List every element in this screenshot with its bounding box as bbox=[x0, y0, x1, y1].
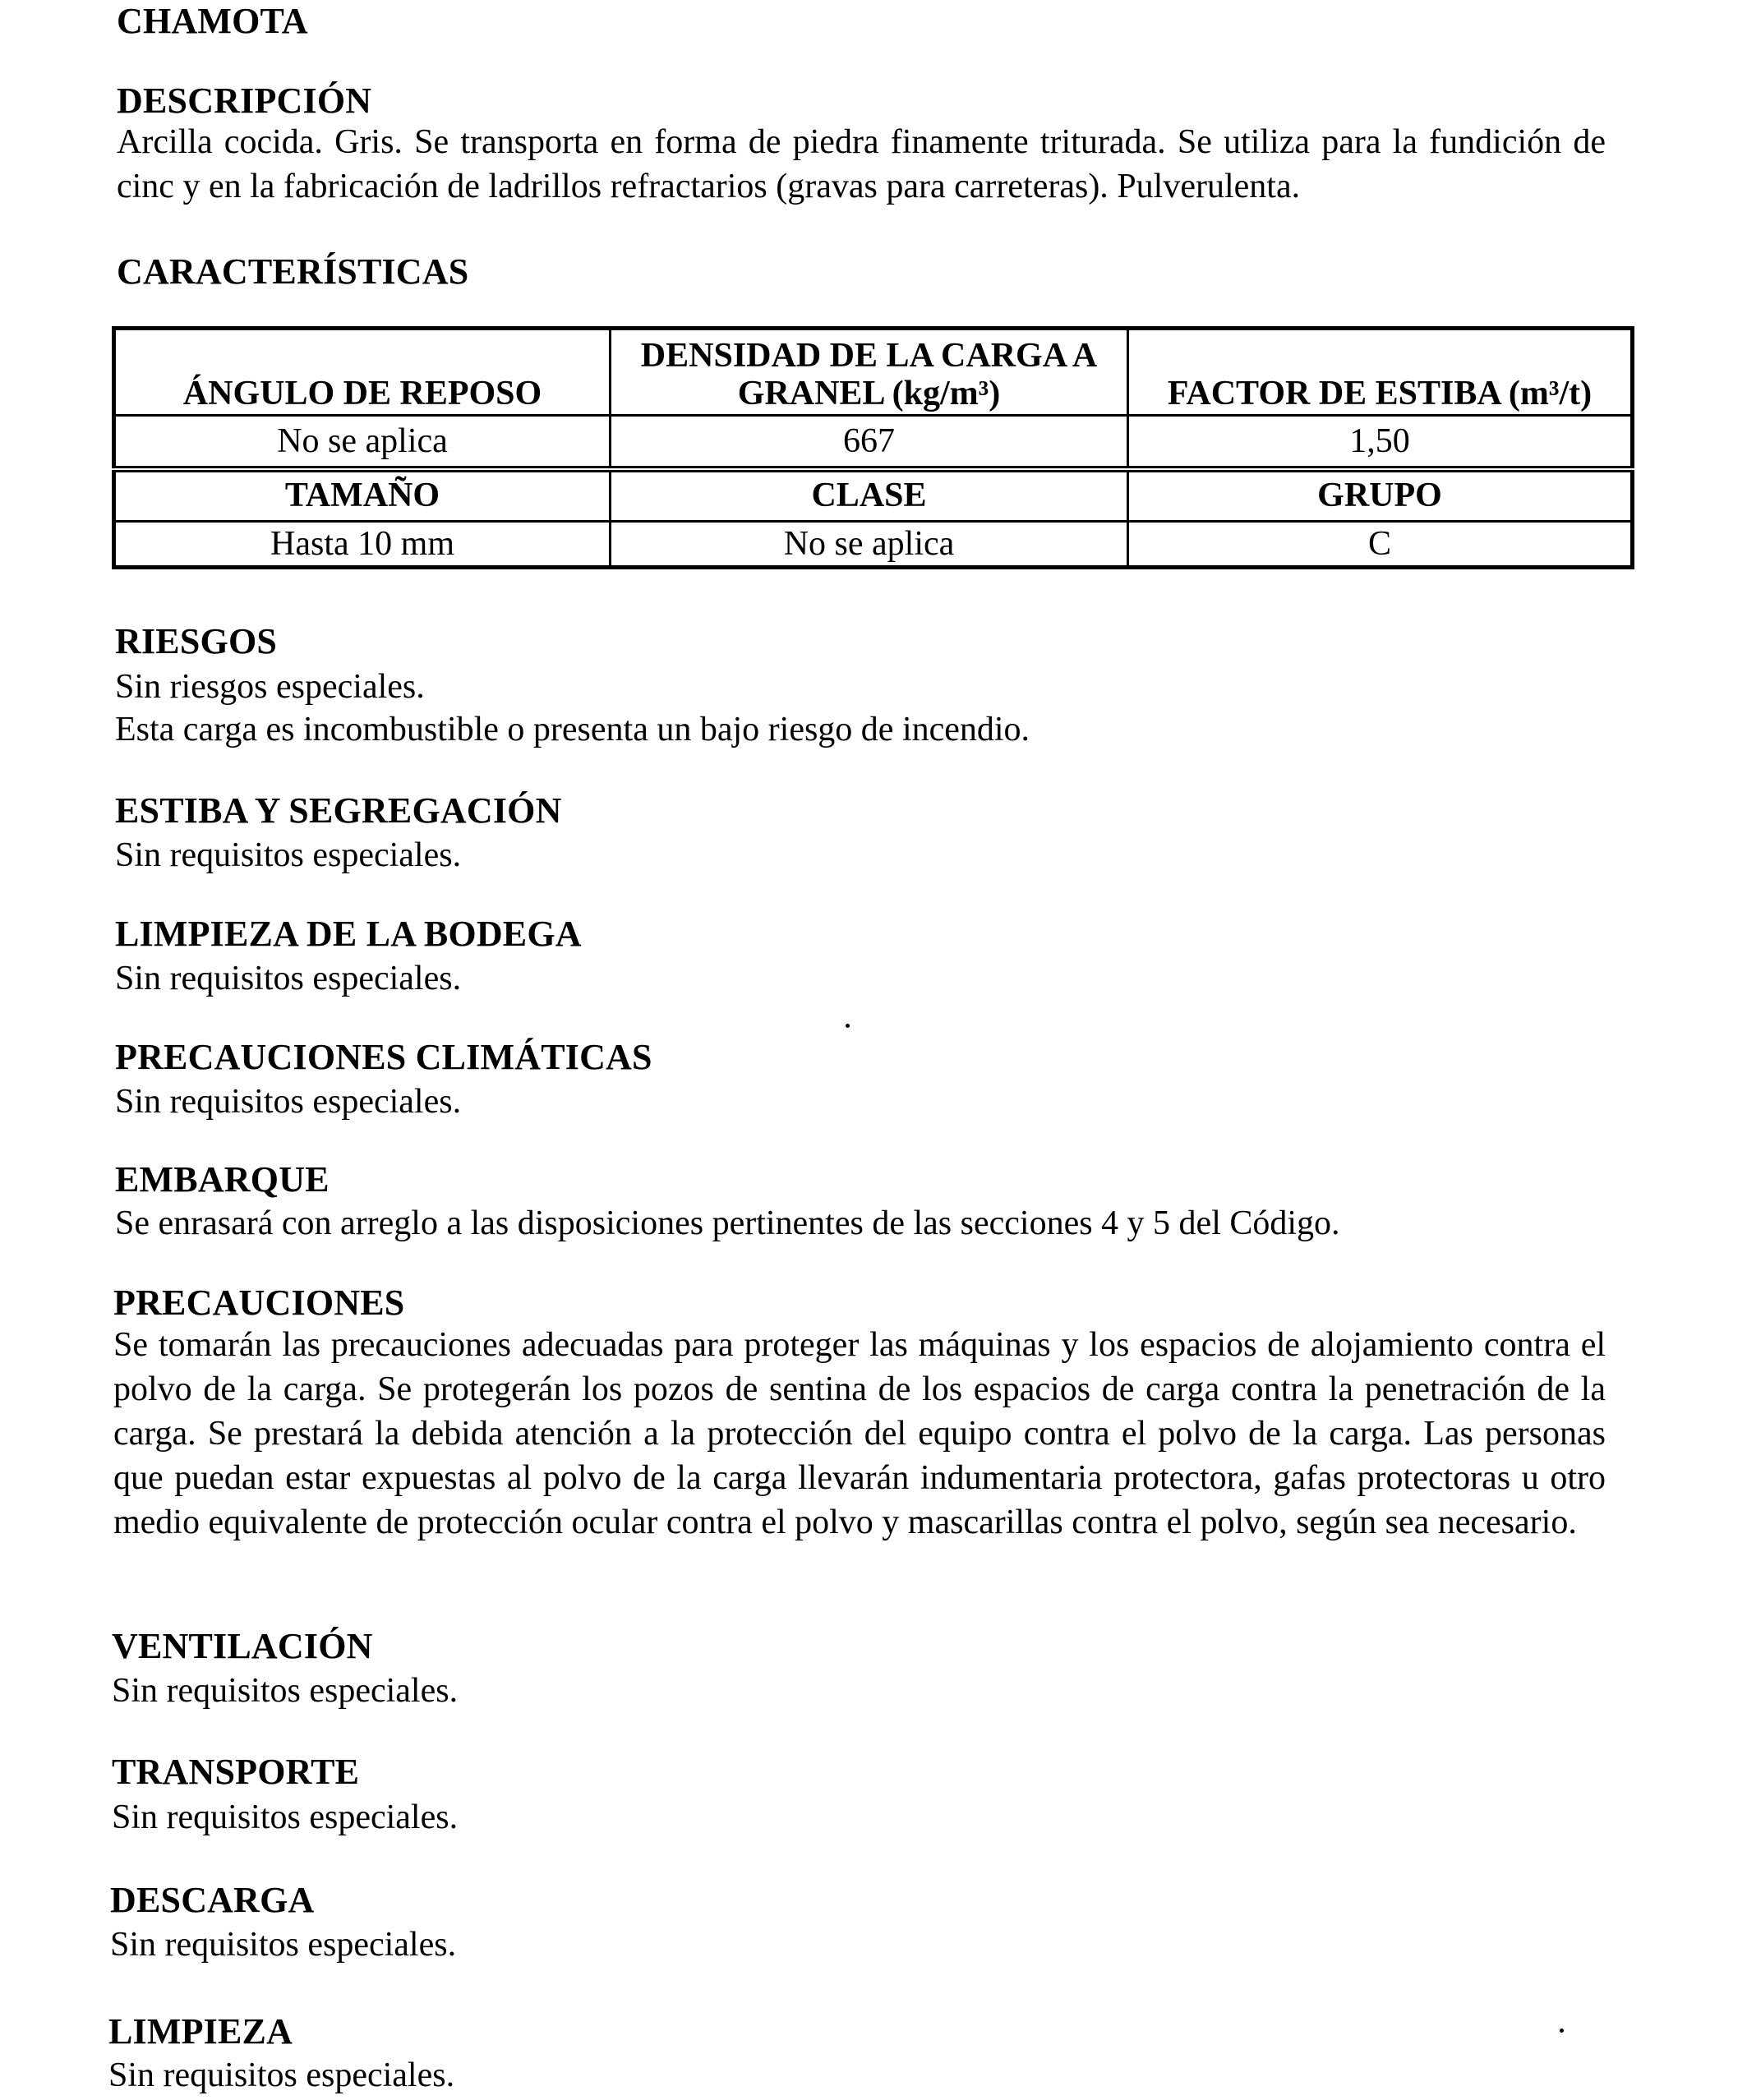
table-row bbox=[114, 329, 1633, 416]
scan-speck bbox=[1560, 2029, 1564, 2033]
precauciones-climaticas-text: Sin requisitos especiales. bbox=[115, 1083, 462, 1121]
table-row bbox=[114, 522, 1633, 568]
descripcion-text: Arcilla cocida. Gris. Se transporta en forma de piedra finamente triturada. Se utiliza para la fundición de cinc y en la fabricación de ladrillos refractarios (gravas para carreteras). Pulverulenta. bbox=[117, 123, 1606, 205]
descarga-heading: DESCARGA bbox=[110, 1880, 315, 1920]
header-factor-estiba: FACTOR DE ESTIBA (m³/t) bbox=[1128, 329, 1633, 416]
header-angulo-reposo: ÁNGULO DE REPOSO bbox=[114, 329, 611, 416]
descripcion-heading: DESCRIPCIÓN bbox=[117, 81, 372, 121]
limpieza-heading: LIMPIEZA bbox=[108, 2011, 293, 2052]
header-tamano: TAMAÑO bbox=[114, 469, 611, 522]
ventilacion-heading: VENTILACIÓN bbox=[112, 1626, 373, 1666]
transporte-text: Sin requisitos especiales. bbox=[112, 1798, 459, 1836]
document-title: CHAMOTA bbox=[117, 1, 308, 41]
precauciones-heading: PRECAUCIONES bbox=[113, 1283, 405, 1323]
riesgos-line-1: Sin riesgos especiales. bbox=[115, 668, 425, 706]
riesgos-heading: RIESGOS bbox=[115, 621, 278, 661]
precauciones-climaticas-heading: PRECAUCIONES CLIMÁTICAS bbox=[115, 1037, 652, 1077]
header-clase: CLASE bbox=[611, 469, 1128, 522]
precauciones-text: Se tomarán las precauciones adecuadas para proteger las máquinas y los espacios de alojamiento contra el polvo de la carga. Se protegerán los pozos de sentina de los espacios de carga contra la penetración de la carga. Se prestará la debida atención a la protección del equipo contra el polvo de la carga. Las personas que puedan estar expuestas al polvo de la carga llevarán indumentaria protectora, gafas protectoras u otro medio equivalente de protección ocular contra el polvo y mascarillas contra el polvo, según sea necesario. bbox=[113, 1326, 1606, 1541]
characteristics-table bbox=[112, 326, 1634, 569]
header-grupo: GRUPO bbox=[1128, 469, 1633, 522]
limpieza-bodega-heading: LIMPIEZA DE LA BODEGA bbox=[115, 914, 582, 954]
limpieza-bodega-text: Sin requisitos especiales. bbox=[115, 960, 462, 997]
riesgos-line-2: Esta carga es incombustible o presenta un bajo riesgo de incendio. bbox=[115, 711, 1030, 748]
value-angulo-reposo: No se aplica bbox=[114, 416, 611, 470]
value-grupo: C bbox=[1128, 522, 1633, 568]
transporte-heading: TRANSPORTE bbox=[112, 1752, 360, 1792]
estiba-text: Sin requisitos especiales. bbox=[115, 836, 462, 874]
table-row bbox=[114, 469, 1633, 522]
header-densidad: DENSIDAD DE LA CARGA A GRANEL (kg/m³) bbox=[611, 329, 1128, 416]
embarque-heading: EMBARQUE bbox=[115, 1159, 330, 1200]
value-clase: No se aplica bbox=[611, 522, 1128, 568]
estiba-heading: ESTIBA Y SEGREGACIÓN bbox=[115, 790, 562, 831]
scan-speck bbox=[846, 1024, 850, 1028]
limpieza-text: Sin requisitos especiales. bbox=[108, 2056, 455, 2094]
value-densidad: 667 bbox=[611, 416, 1128, 470]
value-tamano: Hasta 10 mm bbox=[114, 522, 611, 568]
embarque-text: Se enrasará con arreglo a las disposiciones pertinentes de las secciones 4 y 5 del Código. bbox=[115, 1204, 1340, 1242]
value-factor-estiba: 1,50 bbox=[1128, 416, 1633, 470]
caracteristicas-heading: CARACTERÍSTICAS bbox=[117, 251, 469, 292]
ventilacion-text: Sin requisitos especiales. bbox=[112, 1672, 459, 1710]
table-row bbox=[114, 416, 1633, 470]
descarga-text: Sin requisitos especiales. bbox=[110, 1926, 457, 1964]
